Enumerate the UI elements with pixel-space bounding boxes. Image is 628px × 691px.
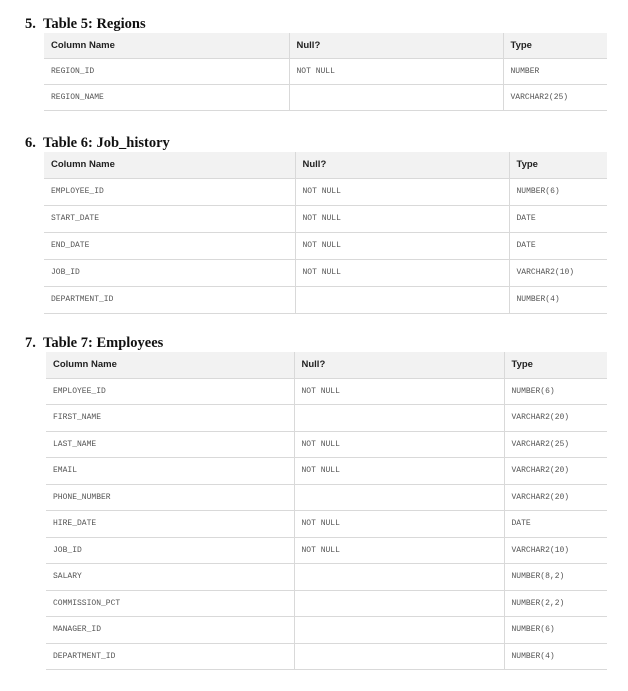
type-cell: DATE bbox=[509, 205, 607, 232]
column-header: Null? bbox=[294, 352, 504, 378]
column-name-cell: DEPARTMENT_ID bbox=[46, 643, 294, 670]
column-name-cell: PHONE_NUMBER bbox=[46, 484, 294, 511]
null-cell bbox=[294, 617, 504, 644]
column-name-cell: EMPLOYEE_ID bbox=[46, 378, 294, 405]
type-cell: VARCHAR2(25) bbox=[503, 84, 607, 110]
column-name-cell: LAST_NAME bbox=[46, 431, 294, 458]
column-name-cell: REGION_NAME bbox=[44, 84, 289, 110]
table-row bbox=[46, 590, 607, 617]
null-cell: NOT NULL bbox=[294, 378, 504, 405]
table-row bbox=[44, 58, 607, 84]
table-row bbox=[44, 178, 607, 205]
table-row bbox=[46, 617, 607, 644]
table-row bbox=[46, 537, 607, 564]
section-title-job-history bbox=[25, 135, 170, 151]
null-cell: NOT NULL bbox=[295, 259, 509, 286]
employees-table bbox=[46, 352, 607, 670]
section-heading: Table 7: Employees bbox=[43, 335, 164, 351]
table-row bbox=[46, 405, 607, 432]
null-cell: NOT NULL bbox=[294, 458, 504, 485]
column-name-cell: SALARY bbox=[46, 564, 294, 591]
type-cell: NUMBER(6) bbox=[504, 378, 607, 405]
column-name-cell: DEPARTMENT_ID bbox=[44, 286, 295, 313]
column-header: Type bbox=[503, 33, 607, 58]
table-row bbox=[44, 84, 607, 110]
null-cell: NOT NULL bbox=[295, 178, 509, 205]
column-name-cell: END_DATE bbox=[44, 232, 295, 259]
null-cell bbox=[289, 84, 503, 110]
null-cell bbox=[294, 564, 504, 591]
table-row bbox=[44, 232, 607, 259]
null-cell: NOT NULL bbox=[294, 537, 504, 564]
column-header: Null? bbox=[289, 33, 503, 58]
null-cell: NOT NULL bbox=[295, 232, 509, 259]
type-cell: VARCHAR2(10) bbox=[509, 259, 607, 286]
column-name-cell: START_DATE bbox=[44, 205, 295, 232]
table-row bbox=[46, 458, 607, 485]
null-cell: NOT NULL bbox=[294, 431, 504, 458]
column-header: Type bbox=[504, 352, 607, 378]
type-cell: DATE bbox=[509, 232, 607, 259]
table-row bbox=[46, 564, 607, 591]
null-cell bbox=[294, 643, 504, 670]
table-row bbox=[46, 511, 607, 538]
table-row bbox=[44, 286, 607, 313]
column-header: Column Name bbox=[44, 33, 289, 58]
type-cell: NUMBER(8,2) bbox=[504, 564, 607, 591]
type-cell: DATE bbox=[504, 511, 607, 538]
type-cell: VARCHAR2(20) bbox=[504, 484, 607, 511]
type-cell: VARCHAR2(20) bbox=[504, 405, 607, 432]
table-row bbox=[46, 643, 607, 670]
null-cell bbox=[294, 590, 504, 617]
type-cell: NUMBER(6) bbox=[509, 178, 607, 205]
column-name-cell: JOB_ID bbox=[44, 259, 295, 286]
section-heading: Table 6: Job_history bbox=[43, 135, 170, 151]
job-history-table bbox=[44, 152, 607, 314]
column-header: Null? bbox=[295, 152, 509, 178]
null-cell bbox=[294, 484, 504, 511]
null-cell: NOT NULL bbox=[289, 58, 503, 84]
type-cell: NUMBER(4) bbox=[509, 286, 607, 313]
section-heading: Table 5: Regions bbox=[43, 16, 146, 32]
column-header: Column Name bbox=[46, 352, 294, 378]
regions-table bbox=[44, 33, 607, 111]
section-number: 7. bbox=[25, 335, 36, 351]
column-name-cell: REGION_ID bbox=[44, 58, 289, 84]
column-name-cell: JOB_ID bbox=[46, 537, 294, 564]
column-name-cell: EMAIL bbox=[46, 458, 294, 485]
table-header-row bbox=[44, 152, 607, 178]
section-title-regions bbox=[25, 16, 146, 32]
column-name-cell: MANAGER_ID bbox=[46, 617, 294, 644]
column-name-cell: COMMISSION_PCT bbox=[46, 590, 294, 617]
column-header: Column Name bbox=[44, 152, 295, 178]
column-name-cell: FIRST_NAME bbox=[46, 405, 294, 432]
table-header-row bbox=[44, 33, 607, 58]
section-number: 6. bbox=[25, 135, 36, 151]
table-row bbox=[46, 431, 607, 458]
type-cell: VARCHAR2(25) bbox=[504, 431, 607, 458]
column-name-cell: EMPLOYEE_ID bbox=[44, 178, 295, 205]
type-cell: VARCHAR2(10) bbox=[504, 537, 607, 564]
table-row bbox=[46, 378, 607, 405]
table-header-row bbox=[46, 352, 607, 378]
type-cell: NUMBER(4) bbox=[504, 643, 607, 670]
table-row bbox=[44, 259, 607, 286]
type-cell: NUMBER(6) bbox=[504, 617, 607, 644]
null-cell: NOT NULL bbox=[295, 205, 509, 232]
null-cell: NOT NULL bbox=[294, 511, 504, 538]
column-name-cell: HIRE_DATE bbox=[46, 511, 294, 538]
null-cell bbox=[295, 286, 509, 313]
section-number: 5. bbox=[25, 16, 36, 32]
table-row bbox=[46, 484, 607, 511]
null-cell bbox=[294, 405, 504, 432]
type-cell: NUMBER bbox=[503, 58, 607, 84]
column-header: Type bbox=[509, 152, 607, 178]
type-cell: NUMBER(2,2) bbox=[504, 590, 607, 617]
section-title-employees bbox=[25, 335, 163, 351]
table-row bbox=[44, 205, 607, 232]
type-cell: VARCHAR2(20) bbox=[504, 458, 607, 485]
